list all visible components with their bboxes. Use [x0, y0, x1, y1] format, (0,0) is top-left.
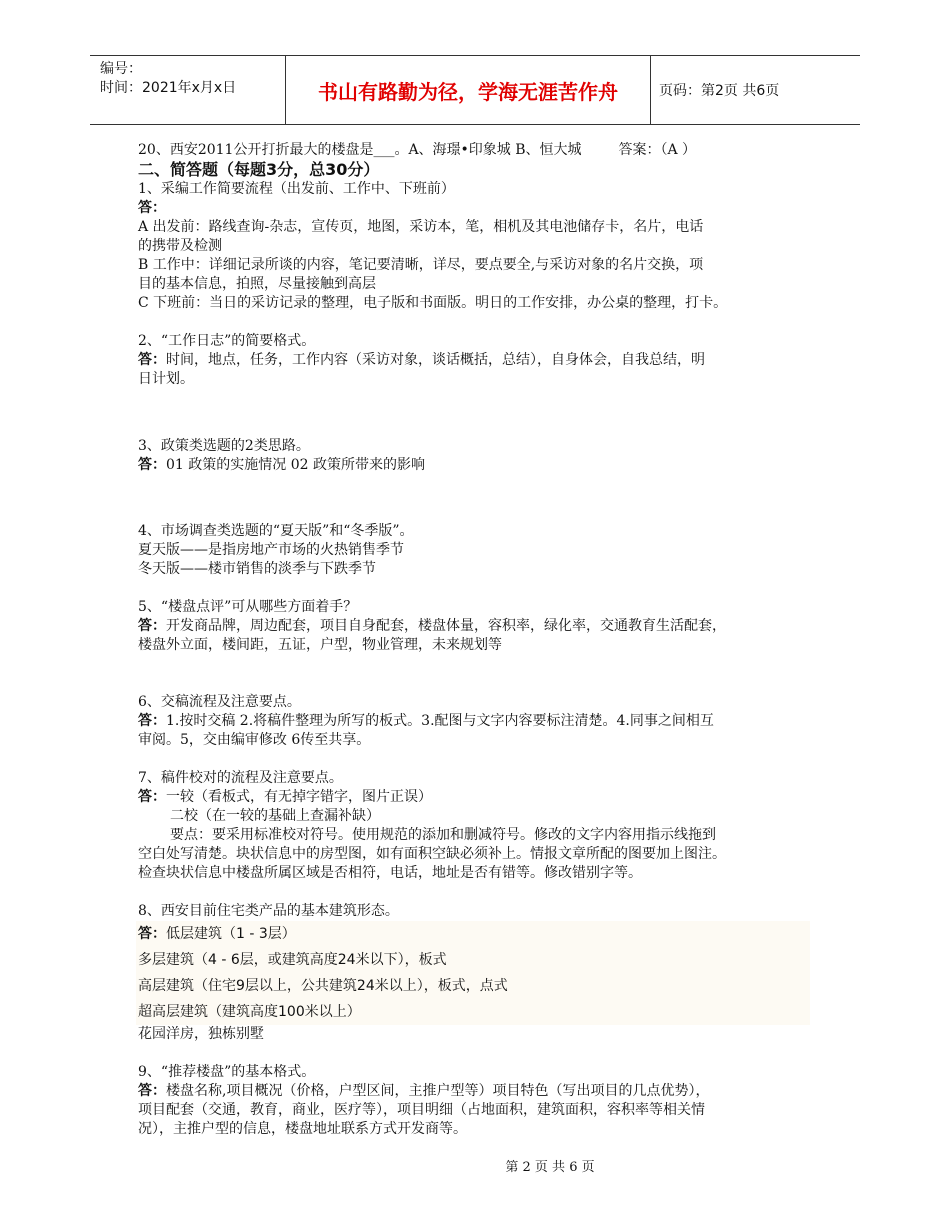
q3-title: 3、政策类选题的2类思路。: [138, 438, 310, 454]
q9-line: 项目配套（交通，教育，商业，医疗等），项目明细（占地面积，建筑面积，容积率等相关情: [138, 1102, 705, 1118]
time-label: 时间：2021年x月x日: [100, 80, 237, 96]
q7-first: 一较（看板式，有无掉字错字，图片正误）: [166, 789, 432, 805]
answer-label: 答：: [138, 789, 166, 805]
q3-answer-text: 01 政策的实施情况 02 政策所带来的影响: [166, 457, 425, 473]
q4-line: 冬天版——楼市销售的淡季与下跌季节: [138, 561, 376, 577]
answer-label: 答：: [138, 618, 166, 634]
q8-box-line: [138, 921, 810, 947]
q8-box-line: 超高层建筑（建筑高度100米以上）: [138, 1004, 361, 1020]
q1-title: 1、采编工作简要流程（出发前、工作中、下班前）: [138, 181, 455, 197]
q8-after: 花园洋房，独栋别墅: [138, 1026, 264, 1042]
header-page-info: 页码：第2页 共6页: [659, 83, 780, 99]
document-body: [138, 141, 826, 1139]
q1-line: 目的基本信息，拍照，尽量接触到高层: [138, 276, 376, 292]
q1-line: A 出发前：路线查询-杂志，宣传页，地图，采访本，笔，相机及其电池储存卡，名片，电话: [138, 219, 704, 235]
q6-line: 审阅。5，交由编审修改 6传至共享。: [138, 732, 371, 748]
header-motto: 书山有路勤为径，学海无涯苦作舟: [286, 56, 651, 124]
q7-line: 要点：要采用标准校对符号。使用规范的添加和删减符号。修改的文字内容用指示线拖到: [170, 827, 716, 843]
answer-label: 答：: [138, 352, 166, 368]
q1-line: 的携带及检测: [138, 238, 222, 254]
q8-box-line: 多层建筑（4 - 6层，或建筑高度24米以下），板式: [138, 952, 447, 968]
page-footer: 第 2 页 共 6 页: [505, 1160, 595, 1175]
q6-title: 6、交稿流程及注意要点。: [138, 694, 301, 710]
page-header: [90, 55, 860, 125]
q4-title: 4、市场调查类选题的“夏天版”和“冬季版”。: [138, 523, 414, 539]
q5-title: 5、“楼盘点评”可从哪些方面着手？: [138, 599, 358, 615]
q4-line: 夏天版——是指房地产市场的火热销售季节: [138, 542, 404, 558]
q9-answer: [138, 1082, 826, 1101]
q5-line: 开发商品牌，周边配套，项目自身配套，楼盘体量，容积率，绿化率，交通教育生活配套，: [166, 618, 726, 634]
q7-second: 二校（在一较的基础上查漏补缺）: [170, 808, 380, 824]
answer-label: 答：: [138, 1083, 166, 1099]
q1-answer-label: 答：: [138, 200, 166, 216]
q5-line: 楼盘外立面，楼间距，五证，户型，物业管理，未来规划等: [138, 637, 502, 653]
section-title: 二、简答题（每题3分，总30分）: [138, 160, 380, 179]
question-20-answer: 答案：（A ）: [618, 142, 697, 158]
q1-line: B 工作中：详细记录所谈的内容，笔记要清晰，详尽，要点要全,与采访对象的名片交换，项: [138, 257, 704, 273]
q7-line: 检查块状信息中楼盘所属区域是否相符，电话，地址是否有错等。修改错别字等。: [138, 865, 642, 881]
q6-answer: [138, 712, 826, 731]
answer-label: 答：: [138, 713, 166, 729]
header-meta: [90, 56, 286, 124]
q2-title: 2、“工作日志”的简要格式。: [138, 333, 316, 349]
q9-line: 楼盘名称,项目概况（价格，户型区间，主推户型等）项目特色（写出项目的几点优势），: [166, 1083, 710, 1099]
q8-box-line: 高层建筑（住宅9层以上，公共建筑24米以上），板式，点式: [138, 978, 508, 994]
q2-line: 日计划。: [138, 371, 194, 387]
q9-title: 9、“推荐楼盘”的基本格式。: [138, 1064, 316, 1080]
answer-label: 答：: [138, 457, 166, 473]
building-types-box: [136, 921, 810, 1025]
number-label: 编号：: [100, 61, 142, 77]
answer-label: 答：: [138, 926, 166, 942]
q2-answer: [138, 351, 826, 370]
question-20-text: 20、西安2011公开打折最大的楼盘是___。A、海璟•印象城 B、恒大城: [138, 142, 582, 158]
q7-title: 7、稿件校对的流程及注意要点。: [138, 770, 343, 786]
q9-line: 况），主推户型的信息，楼盘地址联系方式开发商等。: [138, 1121, 467, 1137]
q8-title: 8、西安目前住宅类产品的基本建筑形态。: [138, 903, 399, 919]
q5-answer: [138, 617, 826, 636]
q1-line: C 下班前：当日的采访记录的整理，电子版和书面版。明日的工作安排，办公桌的整理，打卡。: [138, 295, 728, 311]
q7-line: 空白处写清楚。块状信息中的房型图，如有面积空缺必须补上。情报文章所配的图要加上图注。: [138, 846, 726, 862]
q8-box-text: 低层建筑（1 - 3层）: [166, 926, 296, 942]
q7-answer: [138, 788, 826, 807]
question-20: [138, 141, 826, 160]
q6-line: 1.按时交稿 2.将稿件整理为所写的板式。3.配图与文字内容要标注清楚。4.同事之间相互: [166, 713, 714, 729]
q2-line: 时间，地点，任务，工作内容（采访对象，谈话概括，总结），自身体会，自我总结，明: [166, 352, 705, 368]
q3-answer: [138, 456, 826, 475]
